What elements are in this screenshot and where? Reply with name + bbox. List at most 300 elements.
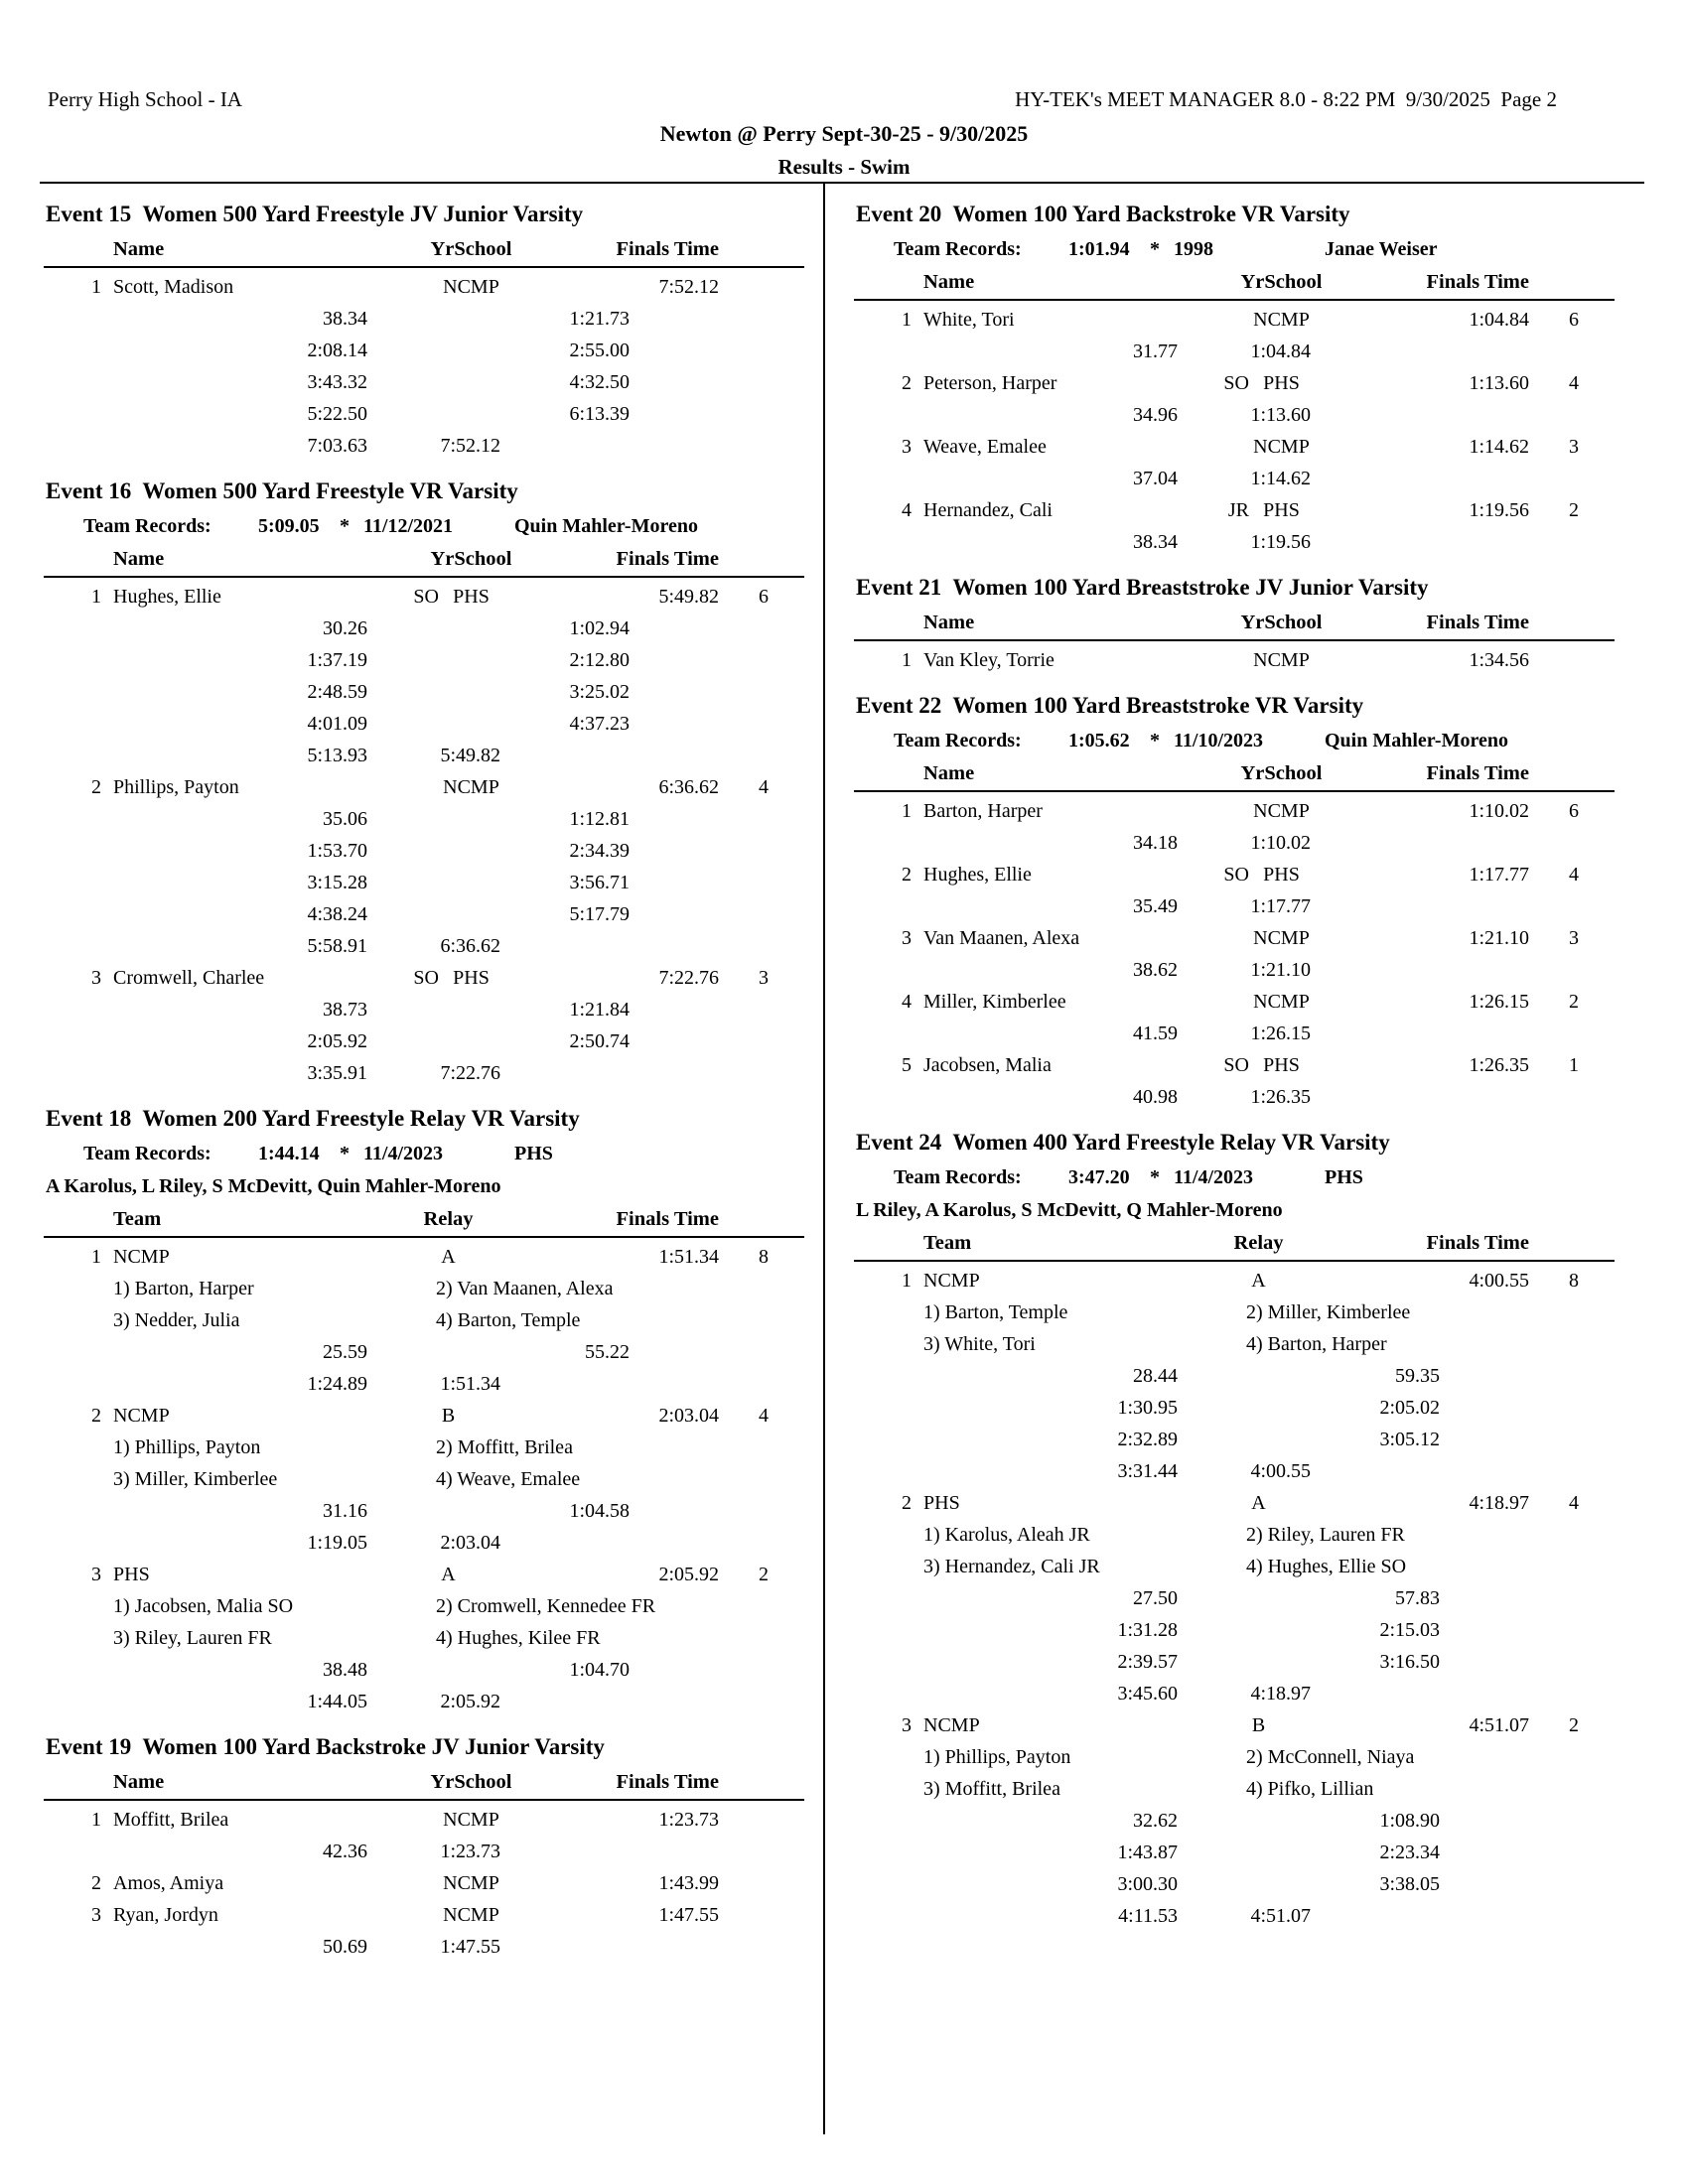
split-value: 57.83: [1395, 1587, 1440, 1609]
relay-leg: 3) Miller, Kimberlee: [113, 1468, 278, 1490]
place: 1: [91, 1246, 101, 1268]
points: 3: [759, 967, 769, 989]
finals-time: 1:19.56: [1469, 499, 1529, 521]
points: 2: [1569, 991, 1579, 1013]
split-value: 55.22: [585, 1341, 630, 1363]
splits-row: [44, 1368, 804, 1400]
school: PHS: [1263, 499, 1300, 521]
split-value: 7:22.76: [440, 1062, 500, 1084]
splits-row: [854, 1455, 1615, 1487]
relay-letter: A: [1251, 1492, 1266, 1514]
relay-leg: 1) Karolus, Aleah JR: [923, 1524, 1090, 1546]
swimmer-name: Cromwell, Charlee: [113, 967, 265, 989]
split-value: 37.04: [1133, 468, 1178, 489]
splits-row: [44, 1836, 804, 1867]
result-row: [44, 1559, 804, 1590]
splits-row: [854, 1678, 1615, 1709]
split-value: 2:48.59: [307, 681, 367, 703]
split-value: 4:38.24: [307, 903, 367, 925]
relay-leg: 1) Barton, Harper: [113, 1278, 254, 1299]
swimmer-name: Jacobsen, Malia: [923, 1054, 1052, 1076]
header-school-col: YrSchool: [430, 1771, 512, 1793]
record-label: Team Records:: [894, 730, 1022, 751]
split-value: 2:34.39: [569, 840, 630, 862]
finals-time: 1:51.34: [658, 1246, 719, 1268]
results-subtitle: Results - Swim: [777, 155, 911, 179]
split-value: 3:15.28: [307, 872, 367, 893]
split-value: 3:38.05: [1379, 1873, 1440, 1895]
school: NCMP: [1253, 800, 1310, 822]
event-title: Event 24 Women 400 Yard Freestyle Relay VR Varsity: [856, 1130, 1390, 1155]
header-finals-time-col: Finals Time: [616, 548, 719, 570]
split-value: 1:12.81: [569, 808, 630, 830]
swimmer-name: Miller, Kimberlee: [923, 991, 1066, 1013]
points: 6: [1569, 309, 1579, 331]
split-value: 1:23.73: [440, 1841, 500, 1862]
split-value: 5:22.50: [307, 403, 367, 425]
splits-row: [44, 1686, 804, 1717]
result-row: [44, 1867, 804, 1899]
finals-time: 1:14.62: [1469, 436, 1529, 458]
record-label: Team Records:: [83, 515, 211, 537]
split-value: 2:05.92: [440, 1691, 500, 1712]
relay-leg: 4) Pifko, Lillian: [1246, 1778, 1374, 1800]
result-row: [854, 1709, 1615, 1741]
place: 1: [902, 649, 912, 671]
relay-leg: 2) Van Maanen, Alexa: [436, 1278, 614, 1299]
swimmer-year: SO: [413, 967, 439, 989]
header-school-col: Relay: [1233, 1232, 1284, 1254]
school: NCMP: [1253, 927, 1310, 949]
splits-row: [44, 398, 804, 430]
split-value: 7:52.12: [440, 435, 500, 457]
result-row: [44, 1804, 804, 1836]
swimmer-name: Ryan, Jordyn: [113, 1904, 218, 1926]
host-school-label: Perry High School - IA: [48, 87, 242, 111]
results-table-header: [854, 266, 1615, 301]
split-value: 1:21.10: [1250, 959, 1311, 981]
header-finals-time-col: Finals Time: [1426, 271, 1529, 293]
split-value: 2:15.03: [1379, 1619, 1440, 1641]
relay-leg: 4) Weave, Emalee: [436, 1468, 581, 1490]
place: 3: [91, 1564, 101, 1585]
split-value: 28.44: [1133, 1365, 1178, 1387]
swimmer-name: Hughes, Ellie: [113, 586, 221, 608]
finals-time: 4:18.97: [1469, 1492, 1529, 1514]
record-date: 11/4/2023: [1174, 1166, 1254, 1188]
swimmer-name: Phillips, Payton: [113, 776, 239, 798]
split-value: 3:05.12: [1379, 1429, 1440, 1450]
split-value: 1:26.35: [1250, 1086, 1311, 1108]
swimmer-year: SO: [1223, 372, 1249, 394]
header-school-col: YrSchool: [430, 238, 512, 260]
school: NCMP: [1253, 309, 1310, 331]
school: NCMP: [443, 1872, 499, 1894]
header-school-col: YrSchool: [1240, 271, 1323, 293]
splits-row: [854, 1614, 1615, 1646]
relay-legs-row: [44, 1463, 804, 1495]
split-value: 59.35: [1395, 1365, 1440, 1387]
result-row: [44, 771, 804, 803]
splits-row: [44, 1527, 804, 1559]
finals-time: 5:49.82: [658, 586, 719, 608]
school: PHS: [1263, 372, 1300, 394]
event-section: [44, 1730, 804, 1963]
result-row: [854, 986, 1615, 1018]
splits-row: [44, 867, 804, 898]
split-value: 2:08.14: [307, 340, 367, 361]
event-section: [44, 475, 804, 1089]
relay-legs-row: [44, 1304, 804, 1336]
split-value: 1:53.70: [307, 840, 367, 862]
swimmer-name: Moffitt, Brilea: [113, 1809, 229, 1831]
split-value: 34.96: [1133, 404, 1178, 426]
relay-legs-row: [854, 1328, 1615, 1360]
record-holders-line: L Riley, A Karolus, S McDevitt, Q Mahler-Moreno: [856, 1199, 1283, 1221]
school: PHS: [453, 586, 490, 608]
swimmer-year: SO: [413, 586, 439, 608]
relay-leg: 2) Riley, Lauren FR: [1246, 1524, 1405, 1546]
header-finals-time-col: Finals Time: [1426, 1232, 1529, 1254]
record-holder: PHS: [1325, 1166, 1363, 1188]
event-section: [44, 1102, 804, 1717]
record-time: 1:01.94: [1068, 238, 1130, 260]
place: 1: [902, 800, 912, 822]
split-value: 1:04.58: [569, 1500, 630, 1522]
split-value: 1:21.84: [569, 999, 630, 1021]
place: 3: [902, 927, 912, 949]
header-name-col: Name: [113, 1771, 165, 1793]
record-holder: Quin Mahler-Moreno: [1325, 730, 1508, 751]
split-value: 35.06: [323, 808, 367, 830]
split-value: 27.50: [1133, 1587, 1178, 1609]
team-name: PHS: [923, 1492, 960, 1514]
header-name-col: Name: [923, 612, 975, 633]
split-value: 42.36: [323, 1841, 367, 1862]
finals-time: 1:34.56: [1469, 649, 1529, 671]
split-value: 35.49: [1133, 895, 1178, 917]
splits-row: [44, 994, 804, 1025]
split-value: 3:35.91: [307, 1062, 367, 1084]
place: 2: [902, 1492, 912, 1514]
points: 1: [1569, 1054, 1579, 1076]
finals-time: 4:00.55: [1469, 1270, 1529, 1292]
splits-row: [44, 1336, 804, 1368]
place: 1: [91, 276, 101, 298]
team-name: NCMP: [113, 1246, 170, 1268]
points: 8: [1569, 1270, 1579, 1292]
relay-legs-row: [854, 1773, 1615, 1805]
record-star: *: [340, 1143, 350, 1164]
splits-row: [854, 463, 1615, 494]
place: 5: [902, 1054, 912, 1076]
split-value: 38.62: [1133, 959, 1178, 981]
header-school-col: YrSchool: [1240, 762, 1323, 784]
splits-row: [854, 1081, 1615, 1113]
header-name-col: Name: [113, 548, 165, 570]
split-value: 38.48: [323, 1659, 367, 1681]
finals-time: 4:51.07: [1469, 1714, 1529, 1736]
results-table-header: [44, 1766, 804, 1801]
record-date: 11/12/2021: [363, 515, 454, 537]
school: NCMP: [1253, 436, 1310, 458]
result-row: [854, 1487, 1615, 1519]
header-name-col: Name: [923, 271, 975, 293]
split-value: 4:37.23: [569, 713, 630, 735]
split-value: 2:32.89: [1117, 1429, 1178, 1450]
event-title: Event 15 Women 500 Yard Freestyle JV Junior Varsity: [46, 202, 584, 226]
record-date: 11/10/2023: [1174, 730, 1264, 751]
finals-time: 2:05.92: [658, 1564, 719, 1585]
swimmer-year: SO: [1223, 1054, 1249, 1076]
finals-time: 1:13.60: [1469, 372, 1529, 394]
place: 1: [91, 586, 101, 608]
event-title: Event 18 Women 200 Yard Freestyle Relay VR Varsity: [46, 1106, 580, 1131]
result-row: [854, 1265, 1615, 1297]
split-value: 25.59: [323, 1341, 367, 1363]
relay-leg: 4) Barton, Temple: [436, 1309, 581, 1331]
relay-leg: 3) White, Tori: [923, 1333, 1036, 1355]
school: NCMP: [1253, 991, 1310, 1013]
result-row: [854, 795, 1615, 827]
relay-leg: 2) Miller, Kimberlee: [1246, 1301, 1411, 1323]
splits-row: [44, 613, 804, 644]
relay-letter: B: [1251, 1714, 1266, 1736]
event-title: Event 20 Women 100 Yard Backstroke VR Varsity: [856, 202, 1350, 226]
splits-row: [854, 954, 1615, 986]
header-school-col: Relay: [423, 1208, 474, 1230]
splits-row: [44, 708, 804, 740]
splits-row: [44, 1057, 804, 1089]
split-value: 1:02.94: [569, 617, 630, 639]
splits-row: [44, 898, 804, 930]
record-star: *: [340, 515, 350, 537]
split-value: 4:51.07: [1250, 1905, 1311, 1927]
result-row: [44, 1899, 804, 1931]
place: 2: [91, 1872, 101, 1894]
event-section: [854, 571, 1615, 676]
relay-legs-row: [854, 1297, 1615, 1328]
split-value: 1:30.95: [1117, 1397, 1178, 1419]
school: NCMP: [443, 276, 499, 298]
place: 4: [902, 991, 912, 1013]
splits-row: [854, 1646, 1615, 1678]
points: 4: [1569, 372, 1579, 394]
school: PHS: [1263, 864, 1300, 886]
splits-row: [854, 1900, 1615, 1932]
split-value: 1:17.77: [1250, 895, 1311, 917]
results-table-header: [854, 757, 1615, 792]
school: NCMP: [443, 1904, 499, 1926]
school: PHS: [453, 967, 490, 989]
finals-time: 1:21.10: [1469, 927, 1529, 949]
splits-row: [44, 835, 804, 867]
swimmer-year: JR: [1227, 499, 1249, 521]
place: 4: [902, 499, 912, 521]
relay-leg: 4) Hughes, Kilee FR: [436, 1627, 601, 1649]
swimmer-name: Barton, Harper: [923, 800, 1043, 822]
result-row: [854, 431, 1615, 463]
split-value: 1:19.05: [307, 1532, 367, 1554]
split-value: 2:55.00: [569, 340, 630, 361]
splits-row: [854, 1837, 1615, 1868]
relay-leg: 3) Moffitt, Brilea: [923, 1778, 1060, 1800]
splits-row: [854, 1424, 1615, 1455]
points: 3: [1569, 436, 1579, 458]
split-value: 41.59: [1133, 1023, 1178, 1044]
split-value: 3:43.32: [307, 371, 367, 393]
header-finals-time-col: Finals Time: [616, 1771, 719, 1793]
team-name: NCMP: [923, 1270, 980, 1292]
result-row: [854, 367, 1615, 399]
split-value: 1:51.34: [440, 1373, 500, 1395]
split-value: 4:11.53: [1118, 1905, 1178, 1927]
split-value: 1:19.56: [1250, 531, 1311, 553]
place: 2: [902, 864, 912, 886]
split-value: 6:36.62: [440, 935, 500, 957]
record-star: *: [1150, 1166, 1160, 1188]
record-holder: PHS: [514, 1143, 553, 1164]
splits-row: [44, 930, 804, 962]
swimmer-name: White, Tori: [923, 309, 1015, 331]
event-section: [854, 198, 1615, 558]
splits-row: [44, 676, 804, 708]
points: 4: [759, 1405, 769, 1427]
split-value: 32.62: [1133, 1810, 1178, 1832]
splits-row: [44, 366, 804, 398]
place: 2: [91, 1405, 101, 1427]
record-label: Team Records:: [894, 238, 1022, 260]
swimmer-name: Amos, Amiya: [113, 1872, 224, 1894]
finals-time: 1:23.73: [658, 1809, 719, 1831]
swimmer-name: Van Kley, Torrie: [923, 649, 1055, 671]
result-row: [854, 494, 1615, 526]
split-value: 1:04.70: [569, 1659, 630, 1681]
header-finals-time-col: Finals Time: [616, 1208, 719, 1230]
event-title: Event 21 Women 100 Yard Breaststroke JV Junior Varsity: [856, 575, 1429, 600]
splits-row: [854, 336, 1615, 367]
points: 4: [1569, 864, 1579, 886]
school: NCMP: [443, 1809, 499, 1831]
split-value: 1:13.60: [1250, 404, 1311, 426]
relay-leg: 2) McConnell, Niaya: [1246, 1746, 1415, 1768]
record-label: Team Records:: [83, 1143, 211, 1164]
swimmer-name: Hughes, Ellie: [923, 864, 1032, 886]
split-value: 4:32.50: [569, 371, 630, 393]
split-value: 1:08.90: [1379, 1810, 1440, 1832]
splits-row: [854, 1360, 1615, 1392]
record-star: *: [1150, 730, 1160, 751]
header-finals-time-col: Finals Time: [1426, 612, 1529, 633]
points: 3: [1569, 927, 1579, 949]
relay-leg: 3) Riley, Lauren FR: [113, 1627, 272, 1649]
split-value: 1:10.02: [1250, 832, 1311, 854]
split-value: 2:03.04: [440, 1532, 500, 1554]
place: 2: [91, 776, 101, 798]
event-title: Event 16 Women 500 Yard Freestyle VR Varsity: [46, 478, 518, 503]
result-row: [854, 644, 1615, 676]
splits-row: [854, 1582, 1615, 1614]
split-value: 5:58.91: [307, 935, 367, 957]
team-record-line: [44, 1138, 804, 1170]
split-value: 38.34: [323, 308, 367, 330]
split-value: 1:21.73: [569, 308, 630, 330]
relay-legs-row: [854, 1741, 1615, 1773]
splits-row: [854, 1805, 1615, 1837]
splits-row: [854, 1868, 1615, 1900]
split-value: 7:03.63: [307, 435, 367, 457]
place: 3: [91, 967, 101, 989]
header-school-col: YrSchool: [430, 548, 512, 570]
result-row: [854, 304, 1615, 336]
relay-leg: 2) Moffitt, Brilea: [436, 1436, 573, 1458]
relay-leg: 2) Cromwell, Kennedee FR: [436, 1595, 656, 1617]
split-value: 31.16: [323, 1500, 367, 1522]
meet-manager-label: HY-TEK's MEET MANAGER 8.0 - 8:22 PM 9/30/2025 Page 2: [1015, 87, 1557, 111]
team-record-line: [44, 510, 804, 543]
result-row: [44, 1400, 804, 1432]
splits-row: [44, 335, 804, 366]
column-divider: [823, 184, 825, 2134]
swimmer-name: Weave, Emalee: [923, 436, 1047, 458]
place: 2: [902, 372, 912, 394]
place: 3: [902, 436, 912, 458]
header-name-col: Team: [113, 1208, 162, 1230]
record-time: 3:47.20: [1068, 1166, 1130, 1188]
result-row: [854, 1049, 1615, 1081]
result-row: [854, 859, 1615, 890]
split-value: 3:00.30: [1117, 1873, 1178, 1895]
splits-row: [854, 890, 1615, 922]
split-value: 1:47.55: [440, 1936, 500, 1958]
split-value: 34.18: [1133, 832, 1178, 854]
place: 1: [91, 1809, 101, 1831]
points: 2: [1569, 499, 1579, 521]
school: NCMP: [443, 776, 499, 798]
split-value: 1:26.15: [1250, 1023, 1311, 1044]
splits-row: [854, 399, 1615, 431]
points: 8: [759, 1246, 769, 1268]
points: 6: [1569, 800, 1579, 822]
split-value: 30.26: [323, 617, 367, 639]
event-section: [854, 1126, 1615, 1932]
points: 2: [759, 1564, 769, 1585]
relay-leg: 1) Phillips, Payton: [923, 1746, 1071, 1768]
finals-time: 7:22.76: [658, 967, 719, 989]
finals-time: 1:04.84: [1469, 309, 1529, 331]
swimmer-name: Peterson, Harper: [923, 372, 1057, 394]
split-value: 31.77: [1133, 341, 1178, 362]
splits-row: [854, 1018, 1615, 1049]
splits-row: [854, 526, 1615, 558]
header-name-col: Name: [113, 238, 165, 260]
team-record-line: [854, 725, 1615, 757]
header-name-col: Name: [923, 762, 975, 784]
record-holders-line: A Karolus, L Riley, S McDevitt, Quin Mahler-Moreno: [46, 1175, 501, 1197]
school: NCMP: [1253, 649, 1310, 671]
split-value: 2:50.74: [569, 1030, 630, 1052]
left-column: [44, 198, 804, 1963]
finals-time: 1:43.99: [658, 1872, 719, 1894]
record-date: 1998: [1174, 238, 1213, 260]
place: 1: [902, 309, 912, 331]
splits-row: [44, 1025, 804, 1057]
record-star: *: [1150, 238, 1160, 260]
result-row: [44, 962, 804, 994]
finals-time: 7:52.12: [658, 276, 719, 298]
finals-time: 1:10.02: [1469, 800, 1529, 822]
right-column: [854, 198, 1615, 1932]
